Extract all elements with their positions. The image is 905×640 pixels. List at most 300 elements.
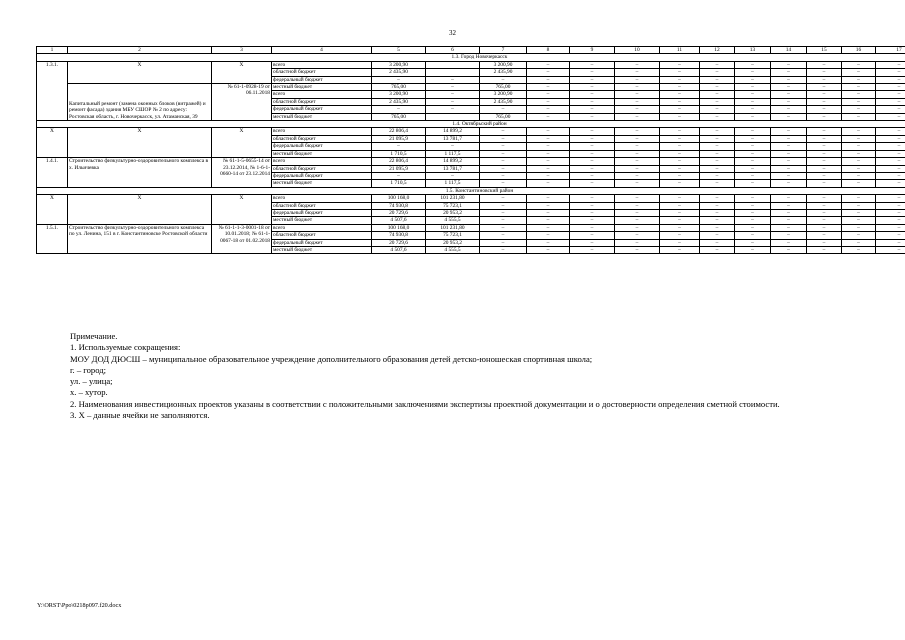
empty-value-cell: – [660, 246, 700, 253]
empty-value-cell: – [570, 165, 615, 172]
empty-value-cell: – [527, 217, 570, 224]
empty-value-cell: – [700, 165, 735, 172]
empty-value-cell: – [527, 165, 570, 172]
empty-value-cell: – [527, 195, 570, 202]
empty-value-cell: – [842, 76, 876, 83]
value-cell-col5: 74 930,8 [372, 232, 426, 239]
empty-value-cell: – [807, 180, 842, 187]
empty-value-cell: – [735, 106, 771, 113]
empty-value-cell: – [660, 202, 700, 209]
expertise-conclusion: № 61-1-1-3-0001-18 от 10.01.2018; № 61-1-0067-18 от 01.02.2018 [212, 224, 272, 254]
value-cell-col7: 765,00 [480, 84, 527, 91]
empty-value-cell: – [771, 128, 807, 135]
empty-value-cell: – [807, 232, 842, 239]
section-row [37, 54, 905, 61]
empty-value-cell: – [807, 172, 842, 179]
value-cell-col7: 765,00 [480, 113, 527, 120]
empty-value-cell: – [480, 172, 527, 179]
data-row [37, 224, 905, 231]
funding-source-label: местный бюджет [272, 217, 372, 224]
empty-value-cell: – [876, 158, 905, 165]
empty-value-cell: – [527, 69, 570, 76]
empty-value-cell: – [735, 135, 771, 142]
empty-value-cell: – [660, 143, 700, 150]
empty-value-cell: – [876, 195, 905, 202]
empty-value-cell: – [570, 84, 615, 91]
empty-value-cell: – [735, 128, 771, 135]
empty-value-cell: – [480, 195, 527, 202]
empty-value-cell: – [876, 232, 905, 239]
empty-value-cell: – [527, 232, 570, 239]
empty-value-cell: – [842, 84, 876, 91]
placeholder-x-cell: Х [68, 128, 212, 158]
empty-value-cell: – [807, 224, 842, 231]
column-header: 1 [37, 47, 68, 54]
funding-source-label: областной бюджет [272, 98, 372, 105]
empty-value-cell: – [615, 98, 660, 105]
project-name: Строительство физкультурно-оздоровительного комплекса в х. Ильичевка [68, 158, 212, 188]
notes-heading: Примечание. [70, 331, 118, 341]
value-cell-col6: 13 781,7 [426, 165, 480, 172]
empty-value-cell: – [876, 69, 905, 76]
empty-value-cell: – [570, 180, 615, 187]
empty-value-cell: – [480, 158, 527, 165]
empty-value-cell: – [876, 84, 905, 91]
empty-value-cell: – [660, 113, 700, 120]
notes-item-abbreviations: 1. Используемые сокращения: [70, 342, 181, 353]
empty-value-cell: – [842, 209, 876, 216]
expertise-conclusion: № 61-1-5-0655-14 от 23.12.2014, № 1-6-1-0660-14 от 23.12.2014 [212, 158, 272, 188]
empty-value-cell: – [735, 239, 771, 246]
column-header: 5 [372, 47, 426, 54]
empty-value-cell: – [807, 150, 842, 157]
empty-value-cell: – [807, 98, 842, 105]
empty-value-cell: – [771, 246, 807, 253]
data-row [37, 61, 905, 68]
empty-value-cell: – [771, 150, 807, 157]
placeholder-x-cell: Х [68, 61, 212, 83]
empty-value-cell: – [480, 143, 527, 150]
value-cell-col5: – [372, 172, 426, 179]
placeholder-x-cell: Х [37, 195, 68, 225]
empty-value-cell: – [842, 113, 876, 120]
empty-value-cell: – [807, 246, 842, 253]
section-row [37, 187, 905, 194]
investment-projects-table [36, 46, 905, 254]
value-cell-col7: 3 200,90 [480, 61, 527, 68]
empty-value-cell: – [480, 180, 527, 187]
empty-value-cell: – [876, 209, 905, 216]
empty-value-cell: – [527, 239, 570, 246]
funding-source-label: местный бюджет [272, 113, 372, 120]
empty-value-cell: – [807, 165, 842, 172]
funding-source-label: всего [272, 195, 372, 202]
funding-source-label: федеральный бюджет [272, 172, 372, 179]
empty-value-cell: – [735, 143, 771, 150]
empty-value-cell: – [735, 91, 771, 98]
empty-value-cell: – [876, 98, 905, 105]
empty-value-cell: – [842, 180, 876, 187]
column-header: 13 [735, 47, 771, 54]
empty-value-cell: – [807, 239, 842, 246]
empty-value-cell: – [771, 113, 807, 120]
empty-value-cell: – [876, 165, 905, 172]
empty-value-cell: – [876, 239, 905, 246]
empty-value-cell: – [527, 98, 570, 105]
empty-value-cell: – [660, 180, 700, 187]
value-cell-col6: 13 781,7 [426, 135, 480, 142]
empty-value-cell: – [570, 61, 615, 68]
empty-value-cell: – [735, 180, 771, 187]
notes-item-names: 2. Наименования инвестиционных проектов указаны в соответствии с положительными заключениями экспертизы проектной документации и о достоверности определения сметной стоимости. [70, 398, 780, 409]
empty-value-cell: – [771, 209, 807, 216]
value-cell-col5: – [372, 76, 426, 83]
empty-value-cell: – [842, 91, 876, 98]
empty-value-cell: – [735, 224, 771, 231]
empty-value-cell: – [735, 209, 771, 216]
empty-value-cell: – [842, 202, 876, 209]
empty-value-cell: – [700, 224, 735, 231]
empty-value-cell: – [615, 84, 660, 91]
section-title: 1.4. Октябрьский район [37, 121, 905, 128]
empty-value-cell: – [807, 61, 842, 68]
column-header: 12 [700, 47, 735, 54]
empty-value-cell: – [527, 150, 570, 157]
empty-value-cell: – [876, 61, 905, 68]
value-cell-col5: 21 095,9 [372, 135, 426, 142]
empty-value-cell: – [842, 150, 876, 157]
empty-value-cell: – [807, 202, 842, 209]
empty-value-cell: – [807, 69, 842, 76]
empty-value-cell: – [615, 150, 660, 157]
empty-value-cell: – [700, 135, 735, 142]
empty-value-cell: – [842, 128, 876, 135]
empty-value-cell: – [771, 224, 807, 231]
empty-value-cell: – [570, 232, 615, 239]
value-cell-col5: 2 435,90 [372, 98, 426, 105]
empty-value-cell: – [771, 202, 807, 209]
value-cell-col6: 14 899,2 [426, 158, 480, 165]
empty-value-cell: – [807, 84, 842, 91]
empty-value-cell: – [660, 128, 700, 135]
empty-value-cell: – [771, 143, 807, 150]
empty-value-cell: – [876, 135, 905, 142]
placeholder-x-cell: Х [68, 195, 212, 225]
empty-value-cell: – [570, 76, 615, 83]
empty-value-cell: – [735, 172, 771, 179]
empty-value-cell: – [771, 84, 807, 91]
empty-value-cell: – [876, 128, 905, 135]
empty-value-cell: – [527, 209, 570, 216]
empty-value-cell: – [570, 143, 615, 150]
empty-value-cell: – [700, 84, 735, 91]
column-header: 16 [842, 47, 876, 54]
funding-source-label: федеральный бюджет [272, 106, 372, 113]
notes-block [70, 331, 874, 421]
expertise-conclusion: № 61-1-0928-19 от 06.11.2018 [212, 84, 272, 121]
empty-value-cell: – [480, 165, 527, 172]
empty-value-cell: – [842, 246, 876, 253]
empty-value-cell: – [527, 84, 570, 91]
data-row [37, 158, 905, 165]
value-cell-col6: 1 117,5 [426, 150, 480, 157]
value-cell-col6: – [426, 84, 480, 91]
empty-value-cell: – [771, 158, 807, 165]
empty-value-cell: – [480, 128, 527, 135]
value-cell-col5: 2 435,90 [372, 69, 426, 76]
notes-abbr-khutor: х. – хутор. [70, 387, 108, 398]
empty-value-cell: – [660, 232, 700, 239]
section-title: 1.3. Город Новочеркасск [37, 54, 905, 61]
project-name: Капитальный ремонт (замена оконных блоков (витражей) и ремонт фасада) здания МБУ СШОР № 2 по адресу: Ростовская область, г. Новочеркасск, ул. Атаманская, 39 [68, 84, 212, 121]
empty-value-cell: – [660, 239, 700, 246]
empty-value-cell: – [527, 246, 570, 253]
empty-value-cell: – [735, 195, 771, 202]
empty-value-cell: – [771, 180, 807, 187]
empty-value-cell: – [842, 172, 876, 179]
empty-value-cell: – [570, 246, 615, 253]
empty-value-cell: – [700, 158, 735, 165]
empty-value-cell: – [700, 98, 735, 105]
empty-value-cell: – [480, 232, 527, 239]
empty-value-cell: – [876, 76, 905, 83]
empty-value-cell: – [842, 165, 876, 172]
empty-value-cell: – [842, 239, 876, 246]
empty-value-cell: – [527, 113, 570, 120]
empty-value-cell: – [660, 217, 700, 224]
value-cell-col6: 20 953,2 [426, 209, 480, 216]
empty-value-cell: – [807, 195, 842, 202]
empty-value-cell: – [700, 209, 735, 216]
empty-value-cell: – [842, 135, 876, 142]
empty-value-cell: – [570, 91, 615, 98]
empty-value-cell: – [700, 180, 735, 187]
empty-value-cell: – [807, 91, 842, 98]
empty-value-cell: – [700, 113, 735, 120]
empty-value-cell: – [876, 202, 905, 209]
empty-value-cell: – [615, 217, 660, 224]
placeholder-x-cell: Х [37, 128, 68, 158]
empty-value-cell: – [615, 91, 660, 98]
empty-value-cell: – [570, 158, 615, 165]
empty-value-cell: – [842, 61, 876, 68]
empty-value-cell: – [735, 150, 771, 157]
empty-value-cell: – [660, 61, 700, 68]
funding-source-label: областной бюджет [272, 202, 372, 209]
value-cell-col7: 3 200,90 [480, 91, 527, 98]
empty-value-cell: – [570, 202, 615, 209]
empty-value-cell: – [570, 135, 615, 142]
empty-value-cell: – [527, 61, 570, 68]
empty-value-cell: – [570, 195, 615, 202]
notes-abbr-mou: МОУ ДОД ДЮСШ – муниципальное образовательное учреждение дополнительного образования детей детско-юношеская спортивная школа; [70, 353, 593, 364]
empty-value-cell: – [735, 202, 771, 209]
empty-value-cell: – [570, 113, 615, 120]
empty-value-cell: – [876, 224, 905, 231]
empty-value-cell: – [807, 143, 842, 150]
funding-source-label: областной бюджет [272, 135, 372, 142]
empty-value-cell: – [771, 217, 807, 224]
empty-value-cell: – [527, 158, 570, 165]
empty-value-cell: – [700, 91, 735, 98]
empty-value-cell: – [771, 61, 807, 68]
empty-value-cell: – [842, 106, 876, 113]
value-cell-col6: 20 953,2 [426, 239, 480, 246]
empty-value-cell: – [771, 69, 807, 76]
placeholder-x-cell: Х [212, 61, 272, 83]
value-cell-col5: – [372, 106, 426, 113]
value-cell-col6: 101 231,80 [426, 195, 480, 202]
value-cell-col5: 22 806,4 [372, 158, 426, 165]
empty-value-cell: – [876, 143, 905, 150]
column-header: 11 [660, 47, 700, 54]
notes-abbr-street: ул. – улица; [70, 376, 113, 387]
empty-value-cell: – [771, 232, 807, 239]
project-number: 1.4.1. [37, 158, 68, 188]
funding-source-label: федеральный бюджет [272, 209, 372, 216]
value-cell-col6: 14 899,2 [426, 128, 480, 135]
project-name: Строительство физкультурно-оздоровительного комплекса по ул. Ленина, 151 в г. Константиновске Ростовской области [68, 224, 212, 254]
funding-source-label: всего [272, 224, 372, 231]
empty-value-cell: – [527, 180, 570, 187]
empty-value-cell: – [876, 172, 905, 179]
funding-source-label: всего [272, 61, 372, 68]
empty-value-cell: – [700, 246, 735, 253]
empty-value-cell: – [807, 158, 842, 165]
empty-value-cell: – [771, 76, 807, 83]
empty-value-cell: – [527, 172, 570, 179]
empty-value-cell: – [527, 135, 570, 142]
empty-value-cell: – [700, 172, 735, 179]
empty-value-cell: – [807, 128, 842, 135]
empty-value-cell: – [876, 150, 905, 157]
empty-value-cell: – [615, 165, 660, 172]
empty-value-cell: – [660, 91, 700, 98]
empty-value-cell: – [735, 113, 771, 120]
value-cell-col6: 4 555,5 [426, 246, 480, 253]
empty-value-cell: – [615, 246, 660, 253]
notes-abbr-city: г. – город; [70, 364, 107, 375]
page-number: 32 [449, 29, 456, 37]
empty-value-cell: – [615, 143, 660, 150]
empty-value-cell: – [735, 158, 771, 165]
empty-value-cell: – [807, 209, 842, 216]
value-cell-col5: 22 806,4 [372, 128, 426, 135]
empty-value-cell: – [660, 76, 700, 83]
column-header: 2 [68, 47, 212, 54]
section-row [37, 121, 905, 128]
file-path-footer: Y:\ORST\Ppo\0218p097.f20.docx [37, 602, 122, 609]
empty-value-cell: – [660, 195, 700, 202]
empty-value-cell: – [735, 165, 771, 172]
empty-value-cell: – [700, 143, 735, 150]
value-cell-col6: 75 723,1 [426, 202, 480, 209]
funding-source-label: федеральный бюджет [272, 143, 372, 150]
empty-value-cell: – [735, 217, 771, 224]
empty-value-cell: – [570, 217, 615, 224]
column-header: 17 [876, 47, 905, 54]
column-header: 7 [480, 47, 527, 54]
column-header: 14 [771, 47, 807, 54]
funding-source-label: областной бюджет [272, 165, 372, 172]
empty-value-cell: – [660, 84, 700, 91]
value-cell-col5: 74 930,8 [372, 202, 426, 209]
empty-value-cell: – [527, 143, 570, 150]
empty-value-cell: – [771, 239, 807, 246]
empty-value-cell: – [700, 61, 735, 68]
value-cell-col5: 765,00 [372, 84, 426, 91]
value-cell-col6 [426, 61, 480, 68]
project-number: 1.3.1. [37, 61, 68, 120]
empty-value-cell: – [771, 106, 807, 113]
empty-value-cell: – [771, 195, 807, 202]
empty-value-cell: – [700, 239, 735, 246]
value-cell-col6: – [426, 143, 480, 150]
empty-value-cell: – [660, 165, 700, 172]
empty-value-cell: – [876, 180, 905, 187]
empty-value-cell: – [527, 91, 570, 98]
empty-value-cell: – [480, 150, 527, 157]
empty-value-cell: – [876, 106, 905, 113]
empty-value-cell: – [660, 69, 700, 76]
data-row [37, 128, 905, 135]
empty-value-cell: – [480, 202, 527, 209]
value-cell-col5: 3 200,90 [372, 91, 426, 98]
empty-value-cell: – [615, 232, 660, 239]
value-cell-col6 [426, 113, 480, 120]
empty-value-cell: – [876, 246, 905, 253]
funding-source-label: местный бюджет [272, 150, 372, 157]
empty-value-cell: – [807, 217, 842, 224]
empty-value-cell: – [527, 202, 570, 209]
value-cell-col6: 1 117,5 [426, 180, 480, 187]
empty-value-cell: – [700, 106, 735, 113]
data-row [37, 195, 905, 202]
funding-source-label: местный бюджет [272, 180, 372, 187]
value-cell-col5: 3 200,90 [372, 61, 426, 68]
empty-value-cell: – [735, 98, 771, 105]
empty-value-cell: – [570, 239, 615, 246]
empty-value-cell: – [527, 224, 570, 231]
empty-value-cell: – [615, 106, 660, 113]
empty-value-cell: – [842, 232, 876, 239]
column-header: 15 [807, 47, 842, 54]
empty-value-cell: – [700, 232, 735, 239]
value-cell-col5: 100 168,0 [372, 195, 426, 202]
empty-value-cell: – [771, 172, 807, 179]
empty-value-cell: – [735, 61, 771, 68]
section-title: 1.5. Константиновский район [37, 187, 905, 194]
value-cell-col6: 75 723,1 [426, 232, 480, 239]
empty-value-cell: – [570, 209, 615, 216]
project-number: 1.5.1. [37, 224, 68, 254]
value-cell-col6 [426, 69, 480, 76]
empty-value-cell: – [615, 128, 660, 135]
empty-value-cell: – [876, 91, 905, 98]
value-cell-col5: 1 710,5 [372, 180, 426, 187]
empty-value-cell: – [615, 202, 660, 209]
value-cell-col5: 765,00 [372, 113, 426, 120]
value-cell-col6: – [426, 106, 480, 113]
value-cell-col5: 21 095,9 [372, 165, 426, 172]
empty-value-cell: – [807, 135, 842, 142]
empty-value-cell: – [660, 224, 700, 231]
empty-value-cell: – [615, 195, 660, 202]
value-cell-col7: – [480, 106, 527, 113]
value-cell-col6: – [426, 76, 480, 83]
empty-value-cell: – [570, 150, 615, 157]
placeholder-x-cell: Х [212, 195, 272, 225]
